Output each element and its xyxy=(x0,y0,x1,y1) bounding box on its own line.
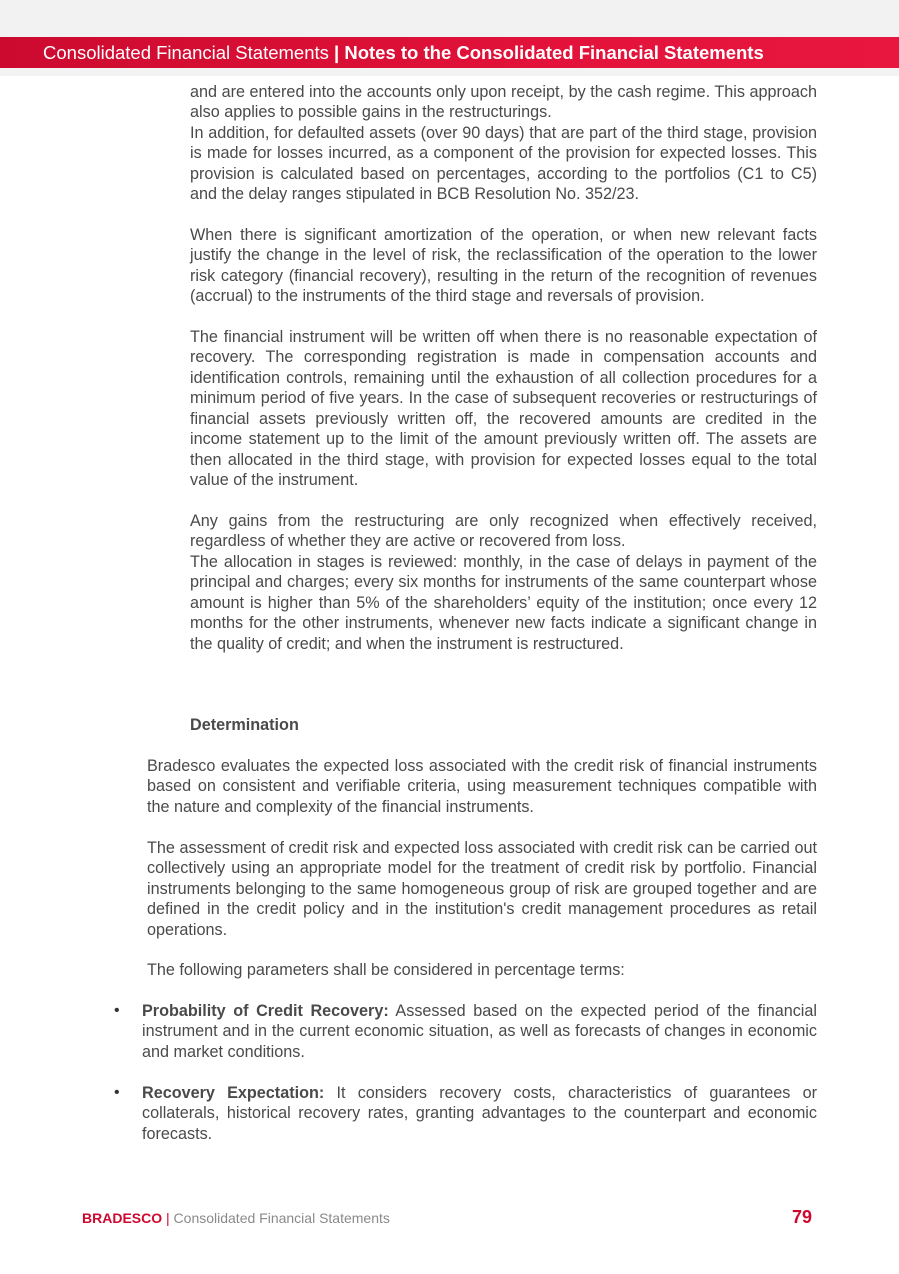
bullet-icon: • xyxy=(114,1084,120,1101)
header-shadow-band xyxy=(0,68,899,76)
paragraph-defaulted-assets: In addition, for defaulted assets (over 90 days) that are part of the third stage, provision is made for losses incurred, as a component of the provision for expected losses. This provision is calculated based on percentages, according to the portfolios (C1 to C5) and the delay ranges stipulated in BCB Resolution No. 352/23. xyxy=(190,124,817,204)
header-section: Consolidated Financial Statements xyxy=(43,42,329,63)
bullet-term: Probability of Credit Recovery: xyxy=(142,1002,389,1020)
section-heading-determination: Determination xyxy=(190,716,299,734)
bullet-item-probability xyxy=(142,1001,817,1062)
paragraph-write-off: The financial instrument will be written off when there is no reasonable expectation of recovery. The corresponding registration is made in compensation accounts and identification controls, remaining until the exhaustion of all collection procedures for a minimum period of five years. In the case of subsequent recoveries or restructurings of financial assets previously written off, the recovered amounts are credited in the income statement up to the limit of the amount previously written off. The assets are then allocated in the third stage, with provision for expected losses equal to the total value of the instrument. xyxy=(190,328,817,490)
footer-brand: BRADESCO xyxy=(82,1210,163,1226)
paragraph-stage-review: The allocation in stages is reviewed: monthly, in the case of delays in payment of the principal and charges; every six months for instruments of the same counterpart whose amount is higher than 5% of the shareholders’ equity of the institution; once every 12 months for the other instruments, whenever new facts indicate a significant change in the quality of credit; and when the instrument is restructured. xyxy=(190,553,817,653)
paragraph-credit-risk-assessment: The assessment of credit risk and expected loss associated with credit risk can be carried out collectively using an appropriate model for the treatment of credit risk by portfolio. Financial instruments belonging to the same homogeneous group of risk are grouped together and are defined in the credit policy and in the institution's credit management procedures as retail operations. xyxy=(147,839,817,939)
top-margin-band xyxy=(0,0,899,37)
bullet-text: Assessed based on the expected period of the financial instrument and in the current economic situation, as well as forecasts of changes in economic and market conditions. xyxy=(142,1002,817,1061)
header-text xyxy=(43,37,764,68)
page-number: 79 xyxy=(792,1207,813,1227)
footer-title: Consolidated Financial Statements xyxy=(173,1210,390,1226)
bullet-text: It considers recovery costs, characteristics of guarantees or collaterals, historical recovery rates, granting advantages to the counterpart and economic forecasts. xyxy=(142,1084,818,1143)
page-header-bar xyxy=(0,37,899,68)
footer xyxy=(82,1209,390,1227)
paragraph-expected-loss: Bradesco evaluates the expected loss associated with the credit risk of financial instruments based on consistent and verifiable criteria, using measurement techniques compatible with the nature and complexity of the financial instruments. xyxy=(147,757,817,816)
paragraph-restructuring-gains: Any gains from the restructuring are only recognized when effectively received, regardless of whether they are active or recovered from loss. xyxy=(190,512,817,551)
bullet-icon: • xyxy=(114,1002,120,1019)
footer-separator: | xyxy=(166,1210,170,1226)
bullet-item-recovery xyxy=(142,1083,817,1144)
paragraph-amortization: When there is significant amortization of the operation, or when new relevant facts justify the change in the level of risk, the reclassification of the operation to the lower risk category (financial recovery), resulting in the return of the recognition of revenues (accrual) to the instruments of the third stage and reversals of provision. xyxy=(190,226,817,306)
header-separator: | xyxy=(334,42,340,63)
paragraph-cash-regime: and are entered into the accounts only upon receipt, by the cash regime. This approach also applies to possible gains in the restructurings. xyxy=(190,83,817,122)
bullet-term: Recovery Expectation: xyxy=(142,1084,325,1102)
header-subsection: Notes to the Consolidated Financial Statements xyxy=(344,42,764,63)
paragraph-parameters-intro: The following parameters shall be considered in percentage terms: xyxy=(147,961,625,979)
